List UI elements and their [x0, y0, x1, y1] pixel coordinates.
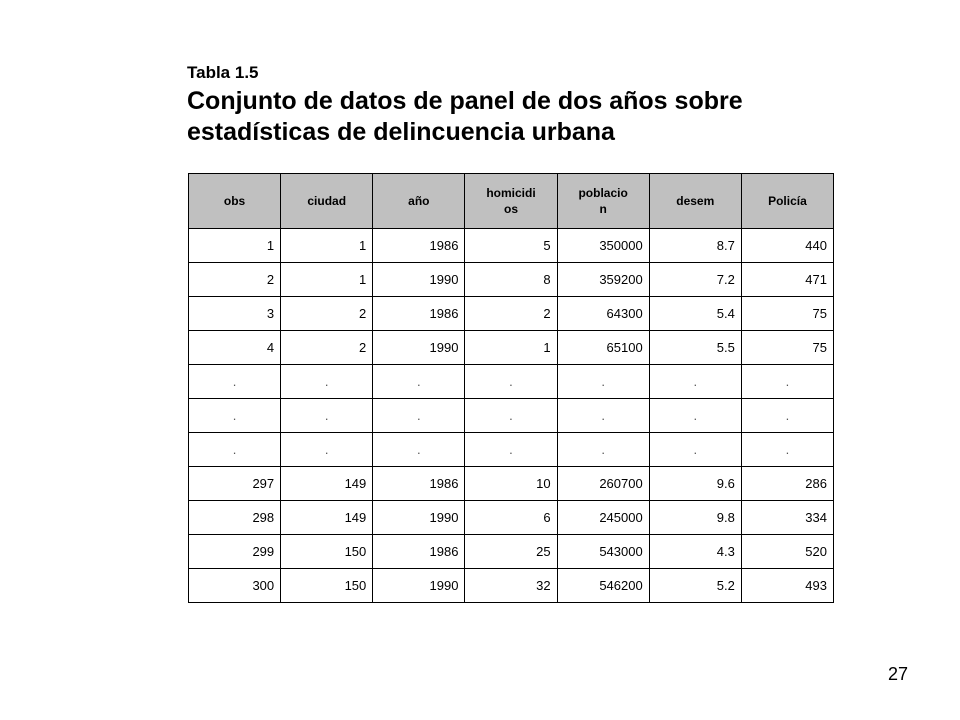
cell-ciudad: 149 — [281, 467, 373, 501]
table-row — [189, 331, 834, 365]
table-row — [189, 263, 834, 297]
cell-homicidios: 6 — [465, 501, 557, 535]
column-header-poblacion — [557, 174, 649, 229]
cell-anio: 1990 — [373, 331, 465, 365]
cell-desem: . — [649, 433, 741, 467]
column-header-desem — [649, 174, 741, 229]
crime-data-table — [188, 173, 834, 603]
header-row — [189, 174, 834, 229]
table-row — [189, 229, 834, 263]
cell-ciudad: 150 — [281, 535, 373, 569]
cell-obs: 4 — [189, 331, 281, 365]
cell-homicidios: 8 — [465, 263, 557, 297]
cell-poblacion: 359200 — [557, 263, 649, 297]
cell-desem: . — [649, 365, 741, 399]
column-header-text-cont: n — [599, 202, 607, 216]
cell-policia: 493 — [741, 569, 833, 603]
cell-anio: 1986 — [373, 297, 465, 331]
cell-obs: . — [189, 399, 281, 433]
cell-anio: 1986 — [373, 229, 465, 263]
slide-title: Conjunto de datos de panel de dos años sobre estadísticas de delincuencia urbana — [187, 87, 743, 146]
column-header-text: año — [408, 194, 430, 208]
cell-desem: 9.6 — [649, 467, 741, 501]
column-header-text: desem — [676, 194, 715, 208]
cell-desem: 4.3 — [649, 535, 741, 569]
cell-ciudad: 149 — [281, 501, 373, 535]
ellipsis-row — [189, 399, 834, 433]
cell-homicidios: 2 — [465, 297, 557, 331]
page-number: 27 — [887, 664, 908, 684]
cell-obs: 298 — [189, 501, 281, 535]
column-header-anio — [373, 174, 465, 229]
ellipsis-row — [189, 433, 834, 467]
table-row — [189, 569, 834, 603]
ellipsis-row — [189, 365, 834, 399]
cell-ciudad: . — [281, 433, 373, 467]
cell-policia: 75 — [741, 331, 833, 365]
cell-desem: 9.8 — [649, 501, 741, 535]
cell-anio: 1990 — [373, 569, 465, 603]
cell-poblacion: 245000 — [557, 501, 649, 535]
cell-poblacion: 546200 — [557, 569, 649, 603]
cell-poblacion: 543000 — [557, 535, 649, 569]
cell-desem: 5.5 — [649, 331, 741, 365]
column-header-text: ciudad — [307, 194, 347, 208]
cell-ciudad: . — [281, 365, 373, 399]
cell-obs: 1 — [189, 229, 281, 263]
cell-ciudad: 1 — [281, 229, 373, 263]
column-header-homicidios — [465, 174, 557, 229]
cell-desem: . — [649, 399, 741, 433]
cell-policia: 334 — [741, 501, 833, 535]
cell-policia: 520 — [741, 535, 833, 569]
cell-ciudad: . — [281, 399, 373, 433]
cell-homicidios: 5 — [465, 229, 557, 263]
cell-desem: 8.7 — [649, 229, 741, 263]
cell-anio: 1990 — [373, 263, 465, 297]
column-header-text-cont: os — [503, 202, 518, 216]
cell-homicidios: 32 — [465, 569, 557, 603]
cell-homicidios: 25 — [465, 535, 557, 569]
table-row — [189, 501, 834, 535]
table-header — [189, 174, 834, 229]
cell-policia: 440 — [741, 229, 833, 263]
cell-desem: 7.2 — [649, 263, 741, 297]
table-body — [189, 229, 834, 603]
cell-homicidios: 1 — [465, 331, 557, 365]
column-header-text: Policía — [768, 194, 807, 208]
cell-anio: . — [373, 365, 465, 399]
cell-obs: 2 — [189, 263, 281, 297]
cell-poblacion: . — [557, 433, 649, 467]
cell-obs: 297 — [189, 467, 281, 501]
cell-poblacion: 65100 — [557, 331, 649, 365]
table-label: Tabla 1.5 — [187, 63, 259, 82]
cell-anio: 1986 — [373, 467, 465, 501]
cell-homicidios: . — [465, 399, 557, 433]
cell-obs: 299 — [189, 535, 281, 569]
cell-poblacion: . — [557, 365, 649, 399]
cell-homicidios: 10 — [465, 467, 557, 501]
column-header-obs — [189, 174, 281, 229]
cell-desem: 5.2 — [649, 569, 741, 603]
cell-homicidios: . — [465, 433, 557, 467]
column-header-policia — [741, 174, 833, 229]
table-row — [189, 467, 834, 501]
cell-poblacion: 64300 — [557, 297, 649, 331]
cell-anio: . — [373, 433, 465, 467]
cell-ciudad: 2 — [281, 331, 373, 365]
cell-desem: 5.4 — [649, 297, 741, 331]
cell-anio: 1986 — [373, 535, 465, 569]
column-header-text: poblacio — [578, 186, 628, 200]
cell-poblacion: . — [557, 399, 649, 433]
cell-anio: 1990 — [373, 501, 465, 535]
cell-ciudad: 150 — [281, 569, 373, 603]
table-row — [189, 297, 834, 331]
cell-poblacion: 260700 — [557, 467, 649, 501]
cell-ciudad: 1 — [281, 263, 373, 297]
cell-policia: 471 — [741, 263, 833, 297]
cell-ciudad: 2 — [281, 297, 373, 331]
column-header-ciudad — [281, 174, 373, 229]
table-row — [189, 535, 834, 569]
cell-obs: 3 — [189, 297, 281, 331]
cell-policia: 286 — [741, 467, 833, 501]
cell-poblacion: 350000 — [557, 229, 649, 263]
cell-policia: . — [741, 365, 833, 399]
cell-policia: . — [741, 433, 833, 467]
cell-obs: . — [189, 433, 281, 467]
cell-anio: . — [373, 399, 465, 433]
column-header-text: obs — [223, 194, 246, 208]
column-header-text: homicidi — [486, 186, 536, 200]
cell-policia: 75 — [741, 297, 833, 331]
cell-obs: 300 — [189, 569, 281, 603]
cell-obs: . — [189, 365, 281, 399]
cell-policia: . — [741, 399, 833, 433]
cell-homicidios: . — [465, 365, 557, 399]
